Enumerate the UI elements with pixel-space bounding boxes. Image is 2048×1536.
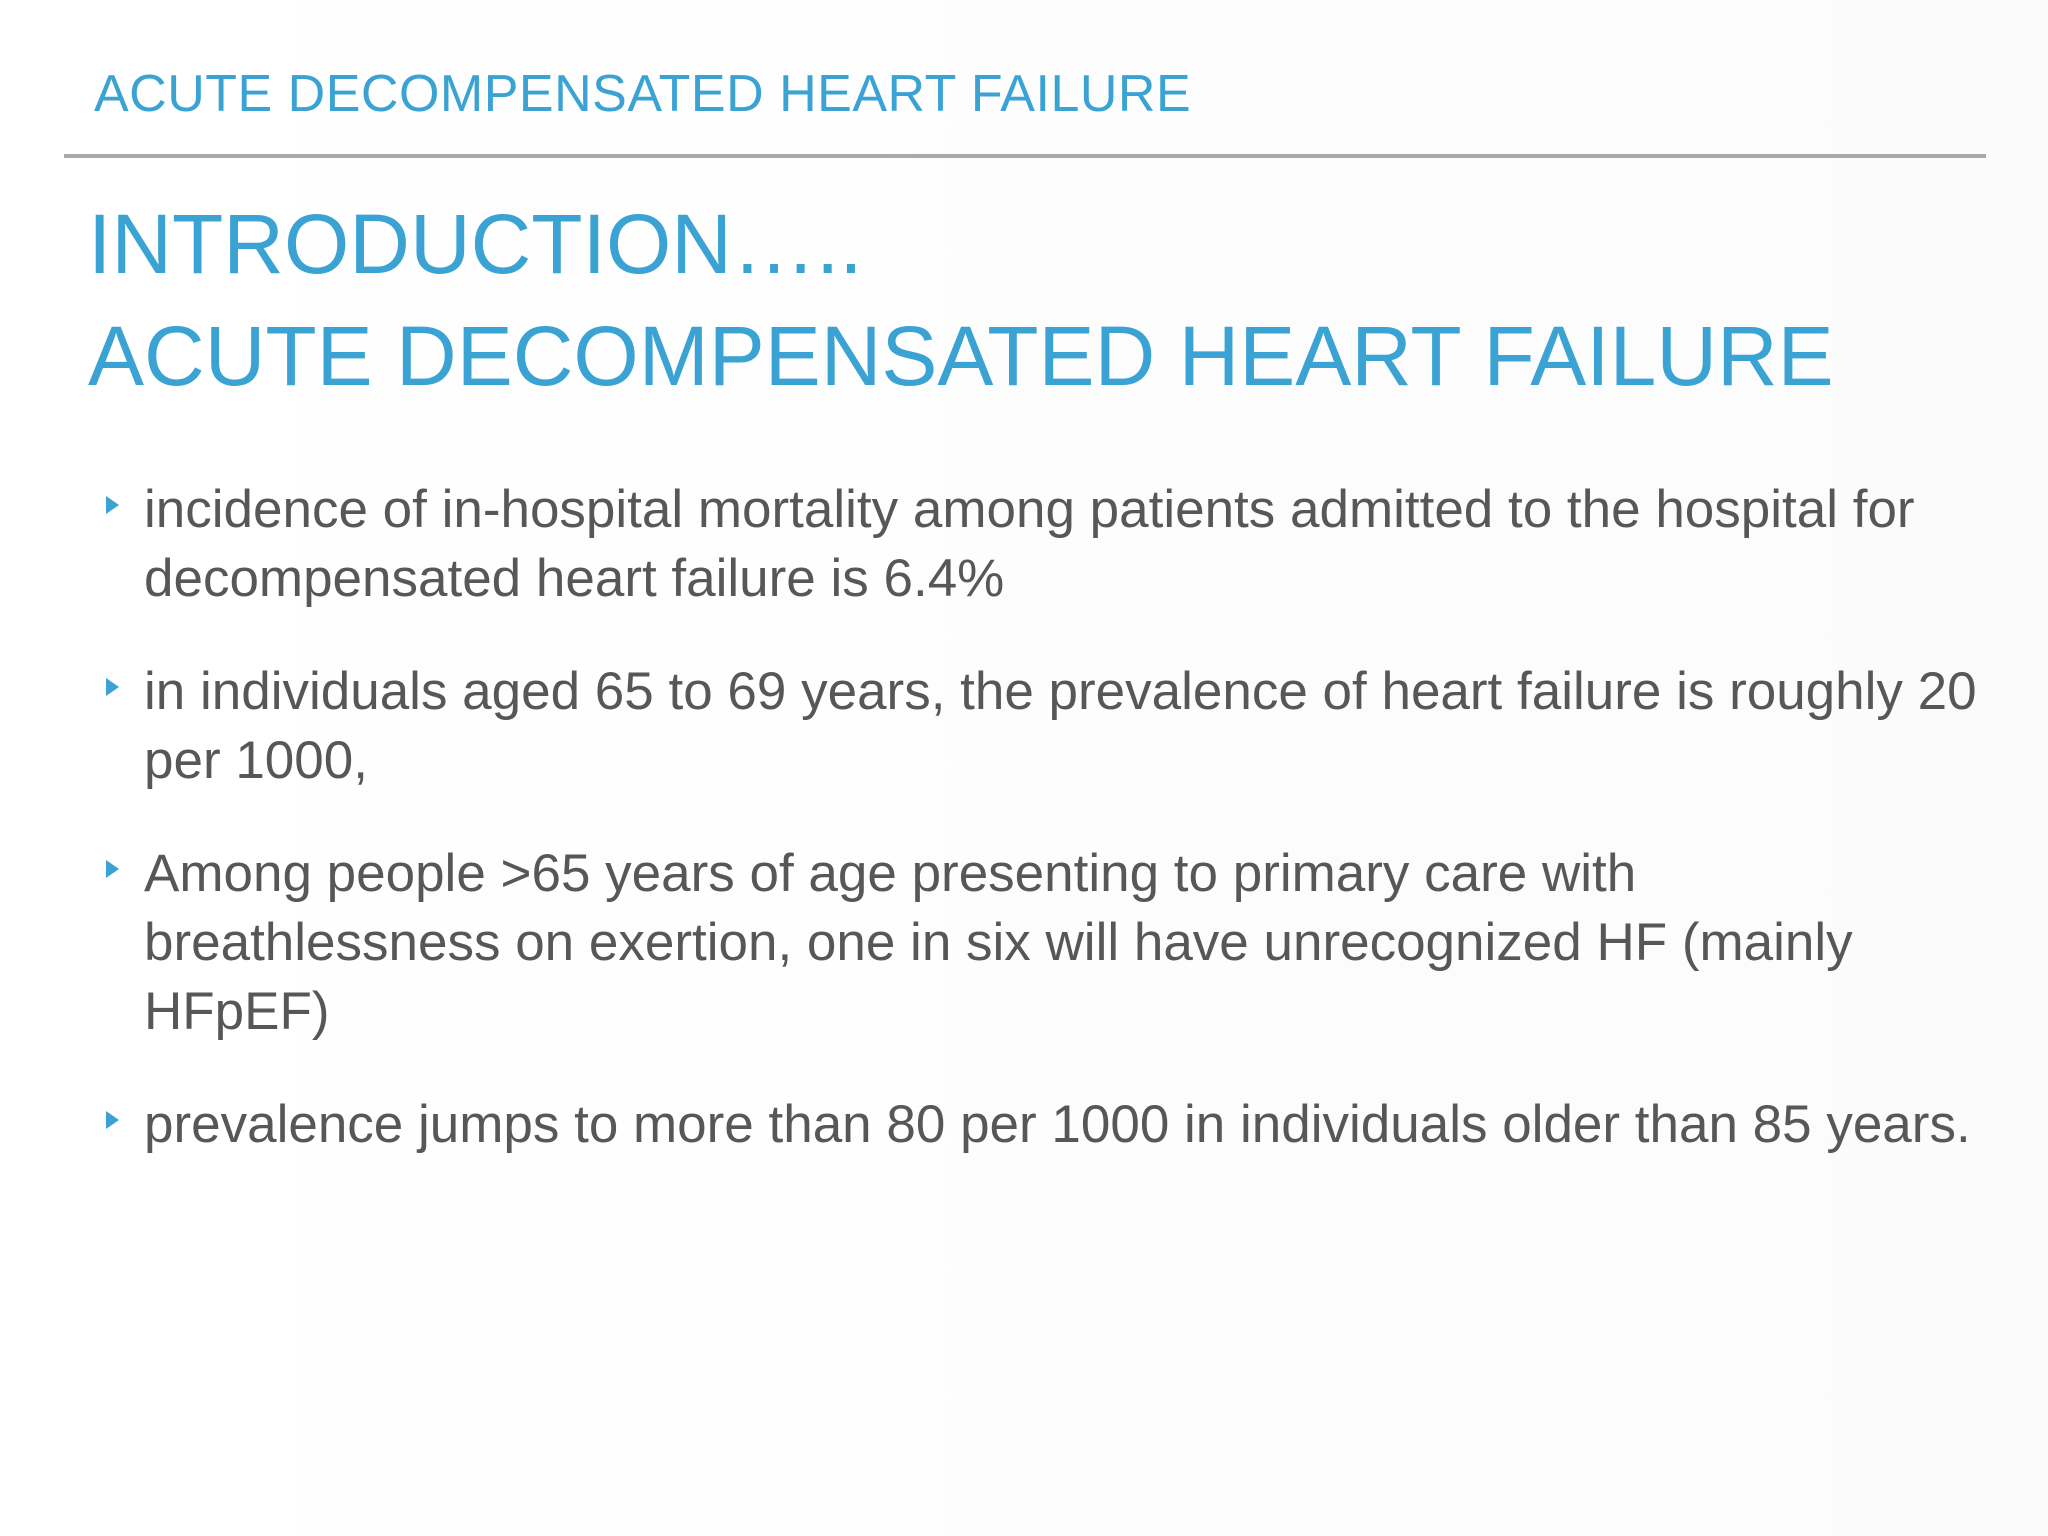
header-divider	[64, 154, 1986, 158]
slide-header-title: ACUTE DECOMPENSATED HEART FAILURE	[94, 65, 1192, 123]
triangle-bullet-icon	[106, 1111, 119, 1129]
bullet-text: Among people >65 years of age presenting to primary care with breathlessness on exertion, one in six will have unrecognized HF (mainly HFpEF)	[144, 844, 1853, 1041]
triangle-bullet-icon	[106, 496, 119, 514]
bullet-text: in individuals aged 65 to 69 years, the prevalence of heart failure is roughly 20 per 1000,	[144, 662, 1977, 790]
triangle-bullet-icon	[106, 678, 119, 696]
triangle-bullet-icon	[106, 860, 119, 878]
bullet-list	[100, 475, 2000, 1203]
bullet-text: incidence of in-hospital mortality among patients admitted to the hospital for decompensated heart failure is 6.4%	[144, 480, 1915, 608]
slide-title-line-2: ACUTE DECOMPENSATED HEART FAILURE	[88, 309, 1834, 403]
bullet-item	[100, 475, 2000, 613]
bullet-text: prevalence jumps to more than 80 per 1000 in individuals older than 85 years.	[144, 1095, 1971, 1154]
slide-title-line-1: INTRODUCTION…..	[88, 197, 863, 291]
bullet-item	[100, 657, 2000, 795]
bullet-item	[100, 839, 2000, 1046]
bullet-item	[100, 1090, 2000, 1159]
slide-title	[88, 188, 1834, 412]
